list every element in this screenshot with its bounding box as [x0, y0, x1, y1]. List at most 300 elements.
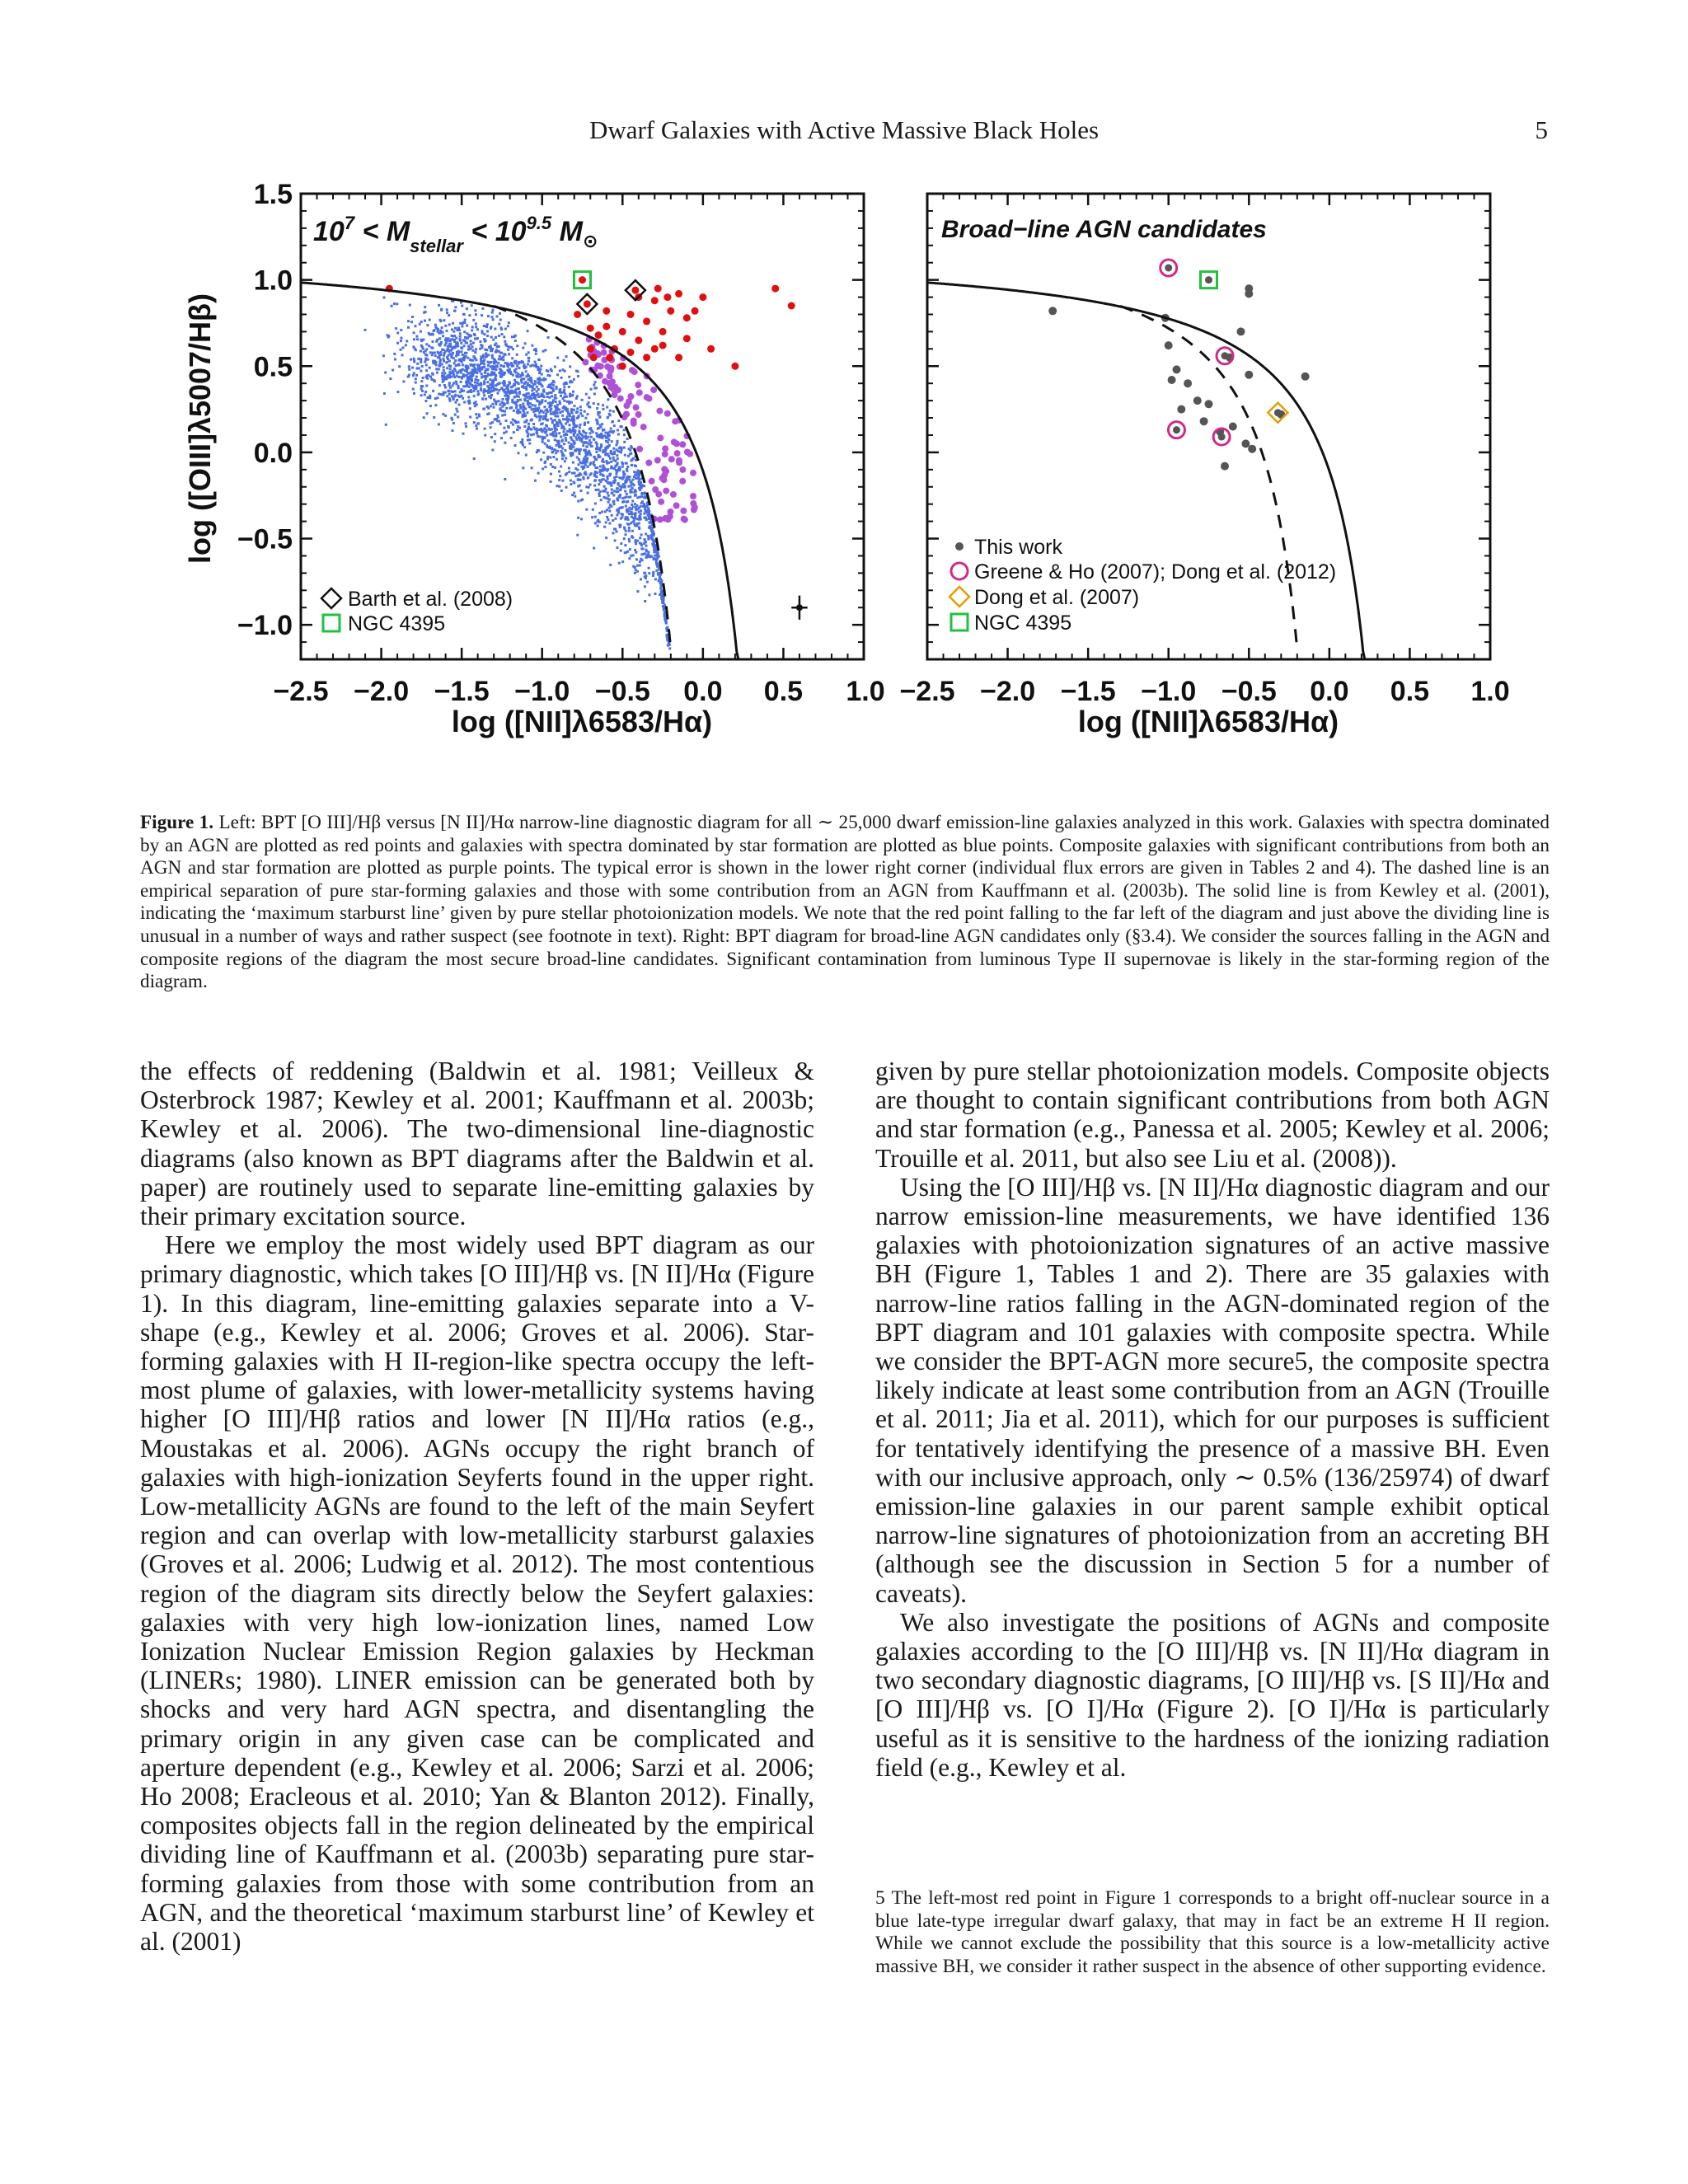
- star-forming-point: [607, 518, 609, 521]
- star-forming-point: [555, 433, 557, 435]
- star-forming-point: [443, 369, 445, 372]
- star-forming-point: [410, 359, 412, 361]
- star-forming-point: [619, 451, 621, 453]
- star-forming-point: [527, 401, 529, 404]
- composite-point: [623, 411, 630, 418]
- star-forming-point: [610, 484, 612, 486]
- star-forming-point: [566, 430, 569, 433]
- star-forming-point: [498, 335, 500, 337]
- star-forming-point: [603, 429, 605, 431]
- star-forming-point: [476, 363, 479, 366]
- star-forming-point: [525, 370, 528, 373]
- star-forming-point: [535, 407, 537, 410]
- left-legend: [321, 588, 513, 635]
- star-forming-point: [638, 480, 640, 483]
- star-forming-point: [594, 479, 597, 481]
- star-forming-point: [610, 428, 612, 430]
- star-forming-point: [520, 441, 523, 443]
- star-forming-point: [609, 457, 612, 460]
- star-forming-point: [622, 471, 625, 473]
- star-forming-point: [609, 414, 612, 416]
- star-forming-point: [481, 307, 484, 310]
- star-forming-point: [601, 460, 603, 462]
- star-forming-point: [627, 455, 630, 457]
- star-forming-point: [544, 466, 546, 468]
- star-forming-point: [462, 313, 465, 316]
- star-forming-point: [542, 411, 545, 414]
- star-forming-point: [582, 476, 584, 479]
- star-forming-point: [568, 442, 570, 444]
- star-forming-point: [485, 353, 487, 355]
- star-forming-point: [495, 378, 497, 381]
- star-forming-point: [518, 367, 521, 369]
- star-forming-point: [432, 333, 434, 335]
- star-forming-point: [393, 302, 396, 305]
- star-forming-point: [462, 373, 465, 376]
- star-forming-point: [574, 475, 577, 477]
- star-forming-point: [495, 388, 498, 391]
- composite-point: [663, 488, 669, 494]
- star-forming-point: [475, 348, 477, 350]
- star-forming-point: [602, 470, 604, 472]
- star-forming-point: [470, 340, 472, 342]
- star-forming-point: [609, 410, 612, 412]
- composite-point: [635, 411, 642, 418]
- x-tick-label: −2.5: [273, 676, 329, 707]
- star-forming-point: [624, 485, 626, 487]
- star-forming-point: [613, 476, 616, 479]
- this-work-point: [1168, 376, 1176, 384]
- star-forming-point: [563, 406, 565, 409]
- star-forming-point: [471, 380, 473, 382]
- star-forming-point: [598, 479, 601, 481]
- star-forming-point: [446, 330, 448, 332]
- star-forming-point: [602, 467, 604, 470]
- star-forming-point: [596, 435, 598, 438]
- star-forming-point: [475, 313, 477, 316]
- star-forming-point: [572, 462, 574, 464]
- star-forming-point: [642, 547, 645, 550]
- star-forming-point: [568, 467, 570, 470]
- star-forming-point: [440, 320, 443, 322]
- star-forming-point: [524, 415, 527, 417]
- star-forming-point: [538, 371, 541, 373]
- star-forming-point: [646, 555, 649, 557]
- star-forming-point: [420, 321, 423, 323]
- star-forming-point: [653, 558, 655, 560]
- star-forming-point: [582, 444, 584, 447]
- y-tick-label: −1.0: [237, 610, 293, 642]
- star-forming-point: [642, 505, 645, 508]
- star-forming-point: [549, 447, 551, 449]
- star-forming-point: [420, 330, 422, 333]
- star-forming-point: [545, 424, 547, 427]
- star-forming-point: [490, 349, 492, 352]
- star-forming-point: [644, 517, 646, 519]
- star-forming-point: [420, 394, 423, 396]
- star-forming-point: [560, 466, 562, 468]
- star-forming-point: [538, 419, 541, 421]
- agn-point: [667, 307, 674, 315]
- star-forming-point: [616, 513, 618, 516]
- star-forming-point: [406, 340, 408, 342]
- star-forming-point: [433, 330, 435, 332]
- star-forming-point: [624, 551, 626, 554]
- star-forming-point: [623, 500, 626, 503]
- left-column: [140, 1057, 814, 1956]
- star-forming-point: [615, 472, 617, 475]
- star-forming-point: [576, 534, 579, 537]
- star-forming-point: [579, 405, 582, 408]
- star-forming-point: [551, 448, 553, 450]
- star-forming-point: [449, 387, 452, 389]
- star-forming-point: [554, 449, 556, 452]
- star-forming-point: [574, 449, 576, 452]
- composite-point: [657, 434, 663, 441]
- star-forming-point: [491, 316, 494, 318]
- star-forming-point: [427, 374, 429, 377]
- star-forming-point: [633, 471, 635, 473]
- star-forming-point: [551, 387, 554, 390]
- star-forming-point: [435, 340, 438, 343]
- star-forming-point: [402, 346, 405, 349]
- star-forming-point: [561, 410, 564, 413]
- star-forming-point: [466, 374, 468, 377]
- star-forming-point: [580, 518, 583, 520]
- star-forming-point: [511, 335, 513, 338]
- star-forming-point: [617, 434, 620, 436]
- star-forming-point: [588, 396, 590, 399]
- star-forming-point: [572, 429, 574, 432]
- star-forming-point: [590, 429, 593, 432]
- star-forming-point: [609, 504, 612, 506]
- star-forming-point: [633, 484, 635, 486]
- star-forming-point: [535, 364, 537, 367]
- star-forming-point: [554, 438, 556, 441]
- star-forming-point: [528, 378, 530, 381]
- star-forming-point: [472, 355, 475, 358]
- star-forming-point: [490, 405, 492, 407]
- this-work-point: [1193, 396, 1202, 405]
- star-forming-point: [623, 527, 626, 529]
- star-forming-point: [514, 444, 517, 447]
- star-forming-point: [459, 335, 462, 338]
- star-forming-point: [532, 423, 535, 425]
- composite-point: [676, 457, 682, 464]
- star-forming-point: [546, 396, 549, 398]
- star-forming-point: [595, 448, 598, 450]
- star-forming-point: [516, 395, 518, 397]
- star-forming-point: [475, 378, 477, 381]
- star-forming-point: [483, 390, 485, 392]
- star-forming-point: [607, 455, 610, 457]
- left-ylabel: log ([OIII]λ5007/Hβ): [183, 293, 217, 565]
- star-forming-point: [645, 545, 648, 547]
- star-forming-point: [446, 356, 448, 359]
- star-forming-point: [654, 578, 657, 580]
- star-forming-point: [517, 425, 519, 428]
- star-forming-point: [448, 314, 450, 316]
- star-forming-point: [476, 382, 479, 384]
- star-forming-point: [572, 427, 574, 429]
- star-forming-point: [462, 385, 465, 387]
- x-tick-label: 0.0: [683, 676, 723, 707]
- star-forming-point: [579, 452, 581, 455]
- star-forming-point: [601, 423, 603, 425]
- star-forming-point: [534, 410, 537, 412]
- star-forming-point: [449, 368, 452, 370]
- star-forming-point: [480, 340, 482, 343]
- star-forming-point: [655, 569, 658, 572]
- paragraph: Using the [O III]/Hβ vs. [N II]/Hα diagnostic diagram and our narrow emission-line measurements, we have identified 136 galaxies with photoionization signatures of an active massive BH (Figure 1, Tables 1 and 2). There are 35 galaxies with narrow-line ratios falling in the AGN-dominated region of the BPT diagram and 101 galaxies with composite spectra. While we consider the BPT-AGN more secure5, the composite spectra likely indicate at least some contribution from an AGN (Trouille et al. 2011; Jia et al. 2011), which for our purposes is sufficient for tentatively identifying the presence of a massive BH. Even with our inclusive approach, only ∼ 0.5% (136/25974) of dwarf emission-line galaxies in our parent sample exhibit optical narrow-line signatures of photoionization from an accreting BH (although see the discussion in Section 5 for a number of caveats).: [875, 1172, 1550, 1608]
- star-forming-point: [626, 438, 629, 440]
- star-forming-point: [476, 417, 478, 419]
- star-forming-point: [523, 363, 526, 366]
- star-forming-point: [396, 342, 399, 344]
- star-forming-point: [635, 551, 637, 554]
- star-forming-point: [542, 422, 544, 424]
- star-forming-point: [585, 445, 588, 448]
- star-forming-point: [467, 385, 469, 387]
- star-forming-point: [467, 401, 470, 403]
- star-forming-point: [452, 370, 454, 373]
- composite-point: [662, 451, 668, 457]
- star-forming-point: [515, 360, 518, 363]
- agn-point: [788, 302, 795, 310]
- star-forming-point: [454, 394, 457, 396]
- star-forming-point: [477, 379, 480, 382]
- star-forming-point: [434, 404, 437, 406]
- star-forming-point: [634, 514, 636, 517]
- star-forming-point: [443, 358, 445, 360]
- star-forming-point: [434, 397, 437, 400]
- star-forming-point: [594, 516, 597, 518]
- star-forming-point: [454, 414, 457, 416]
- star-forming-point: [572, 446, 574, 448]
- star-forming-point: [593, 384, 595, 387]
- star-forming-point: [490, 391, 492, 393]
- star-forming-point: [469, 359, 471, 361]
- star-forming-point: [437, 330, 439, 333]
- star-forming-point: [593, 438, 595, 441]
- star-forming-point: [598, 416, 601, 419]
- star-forming-point: [424, 320, 426, 322]
- star-forming-point: [493, 406, 495, 409]
- star-forming-point: [564, 393, 566, 396]
- star-forming-point: [617, 462, 619, 465]
- star-forming-point: [499, 312, 501, 315]
- star-forming-point: [559, 420, 561, 423]
- star-forming-point: [634, 474, 636, 476]
- star-forming-point: [600, 446, 603, 448]
- star-forming-point: [494, 433, 496, 435]
- star-forming-point: [415, 349, 417, 351]
- star-forming-point: [554, 394, 556, 396]
- star-forming-point: [663, 615, 666, 617]
- this-work-point: [1248, 445, 1256, 453]
- star-forming-point: [563, 430, 565, 433]
- star-forming-point: [634, 549, 636, 551]
- star-forming-point: [518, 387, 520, 390]
- star-forming-point: [396, 302, 398, 305]
- star-forming-point: [608, 510, 611, 513]
- star-forming-point: [408, 374, 410, 377]
- star-forming-point: [573, 378, 575, 381]
- star-forming-point: [588, 486, 590, 489]
- star-forming-point: [449, 349, 452, 352]
- star-forming-point: [549, 408, 551, 410]
- star-forming-point: [605, 440, 607, 443]
- star-forming-point: [636, 496, 639, 499]
- star-forming-point: [621, 448, 623, 451]
- star-forming-point: [536, 391, 538, 393]
- star-forming-point: [419, 323, 421, 326]
- composite-point: [636, 446, 643, 452]
- star-forming-point: [450, 345, 452, 348]
- star-forming-point: [495, 342, 497, 344]
- star-forming-point: [658, 579, 660, 582]
- star-forming-point: [480, 367, 482, 369]
- star-forming-point: [496, 366, 499, 368]
- composite-point: [661, 466, 668, 472]
- star-forming-point: [579, 479, 582, 481]
- star-forming-point: [484, 370, 486, 373]
- star-forming-point: [452, 384, 454, 387]
- star-forming-point: [537, 435, 539, 438]
- star-forming-point: [524, 400, 527, 402]
- star-forming-point: [521, 372, 523, 374]
- star-forming-point: [500, 352, 503, 354]
- star-forming-point: [521, 360, 523, 363]
- star-forming-point: [570, 480, 572, 482]
- this-work-point: [1221, 462, 1229, 471]
- star-forming-point: [457, 371, 459, 373]
- star-forming-point: [568, 376, 570, 378]
- composite-point: [681, 516, 687, 523]
- star-forming-point: [579, 424, 582, 426]
- star-forming-point: [453, 362, 456, 364]
- star-forming-point: [594, 503, 597, 505]
- agn-point: [587, 325, 594, 332]
- star-forming-point: [505, 430, 508, 433]
- star-forming-point: [461, 325, 463, 327]
- star-forming-point: [495, 418, 498, 420]
- star-forming-point: [461, 361, 463, 363]
- star-forming-point: [442, 335, 444, 337]
- star-forming-point: [654, 544, 657, 546]
- star-forming-point: [455, 401, 457, 404]
- star-forming-point: [490, 327, 492, 330]
- right-scatter: [1048, 260, 1309, 471]
- star-forming-point: [615, 465, 617, 467]
- star-forming-point: [420, 370, 422, 373]
- x-tick-label: 0.5: [763, 676, 804, 707]
- star-forming-point: [611, 421, 613, 424]
- star-forming-point: [617, 546, 619, 549]
- star-forming-point: [438, 368, 440, 371]
- star-forming-point: [492, 318, 495, 321]
- star-forming-point: [605, 488, 607, 490]
- star-forming-point: [587, 451, 589, 453]
- star-forming-point: [579, 490, 582, 492]
- star-forming-point: [438, 364, 440, 367]
- square-marker-icon: [951, 614, 968, 630]
- star-forming-point: [584, 435, 587, 438]
- star-forming-point: [593, 393, 596, 396]
- star-forming-point: [613, 424, 616, 427]
- caption-label: Figure 1.: [140, 812, 214, 833]
- star-forming-point: [420, 359, 422, 361]
- star-forming-point: [490, 373, 493, 376]
- star-forming-point: [609, 452, 612, 455]
- star-forming-point: [621, 506, 624, 509]
- star-forming-point: [552, 456, 555, 458]
- star-forming-point: [498, 420, 500, 423]
- star-forming-point: [560, 451, 563, 453]
- this-work-point: [1245, 371, 1253, 379]
- star-forming-point: [639, 560, 641, 563]
- star-forming-point: [519, 399, 522, 401]
- star-forming-point: [511, 399, 513, 401]
- star-forming-point: [465, 425, 467, 428]
- star-forming-point: [487, 364, 490, 367]
- star-forming-point: [516, 344, 518, 347]
- star-forming-point: [480, 363, 482, 365]
- star-forming-point: [462, 368, 464, 371]
- star-forming-point: [400, 349, 402, 351]
- star-forming-point: [514, 420, 517, 423]
- star-forming-point: [556, 444, 558, 447]
- star-forming-point: [612, 532, 615, 534]
- star-forming-point: [499, 423, 502, 425]
- this-work-point: [1177, 405, 1185, 414]
- star-forming-point: [568, 401, 570, 403]
- star-forming-point: [501, 375, 504, 377]
- star-forming-point: [570, 452, 572, 455]
- dot-marker-icon: [955, 542, 964, 551]
- star-forming-point: [613, 503, 616, 505]
- star-forming-point: [612, 500, 615, 503]
- composite-point: [661, 471, 668, 478]
- star-forming-point: [580, 466, 583, 468]
- star-forming-point: [561, 391, 564, 394]
- star-forming-point: [437, 356, 439, 359]
- star-forming-point: [647, 535, 649, 537]
- star-forming-point: [494, 328, 496, 330]
- star-forming-point: [504, 328, 507, 330]
- star-forming-point: [488, 362, 490, 364]
- error-bar-center: [796, 604, 803, 611]
- star-forming-point: [629, 476, 631, 478]
- composite-point: [670, 491, 677, 498]
- star-forming-point: [398, 365, 401, 368]
- star-forming-point: [409, 304, 411, 307]
- star-forming-point: [606, 481, 608, 484]
- star-forming-point: [428, 344, 430, 347]
- star-forming-point: [621, 513, 624, 516]
- star-forming-point: [490, 336, 493, 339]
- star-forming-point: [540, 429, 542, 432]
- star-forming-point: [411, 316, 414, 318]
- star-forming-point: [509, 371, 512, 373]
- star-forming-point: [622, 475, 625, 477]
- star-forming-point: [607, 478, 609, 480]
- star-forming-point: [554, 430, 556, 433]
- star-forming-point: [611, 489, 613, 491]
- agn-point: [603, 307, 610, 315]
- star-forming-point: [506, 400, 509, 402]
- star-forming-point: [485, 398, 487, 401]
